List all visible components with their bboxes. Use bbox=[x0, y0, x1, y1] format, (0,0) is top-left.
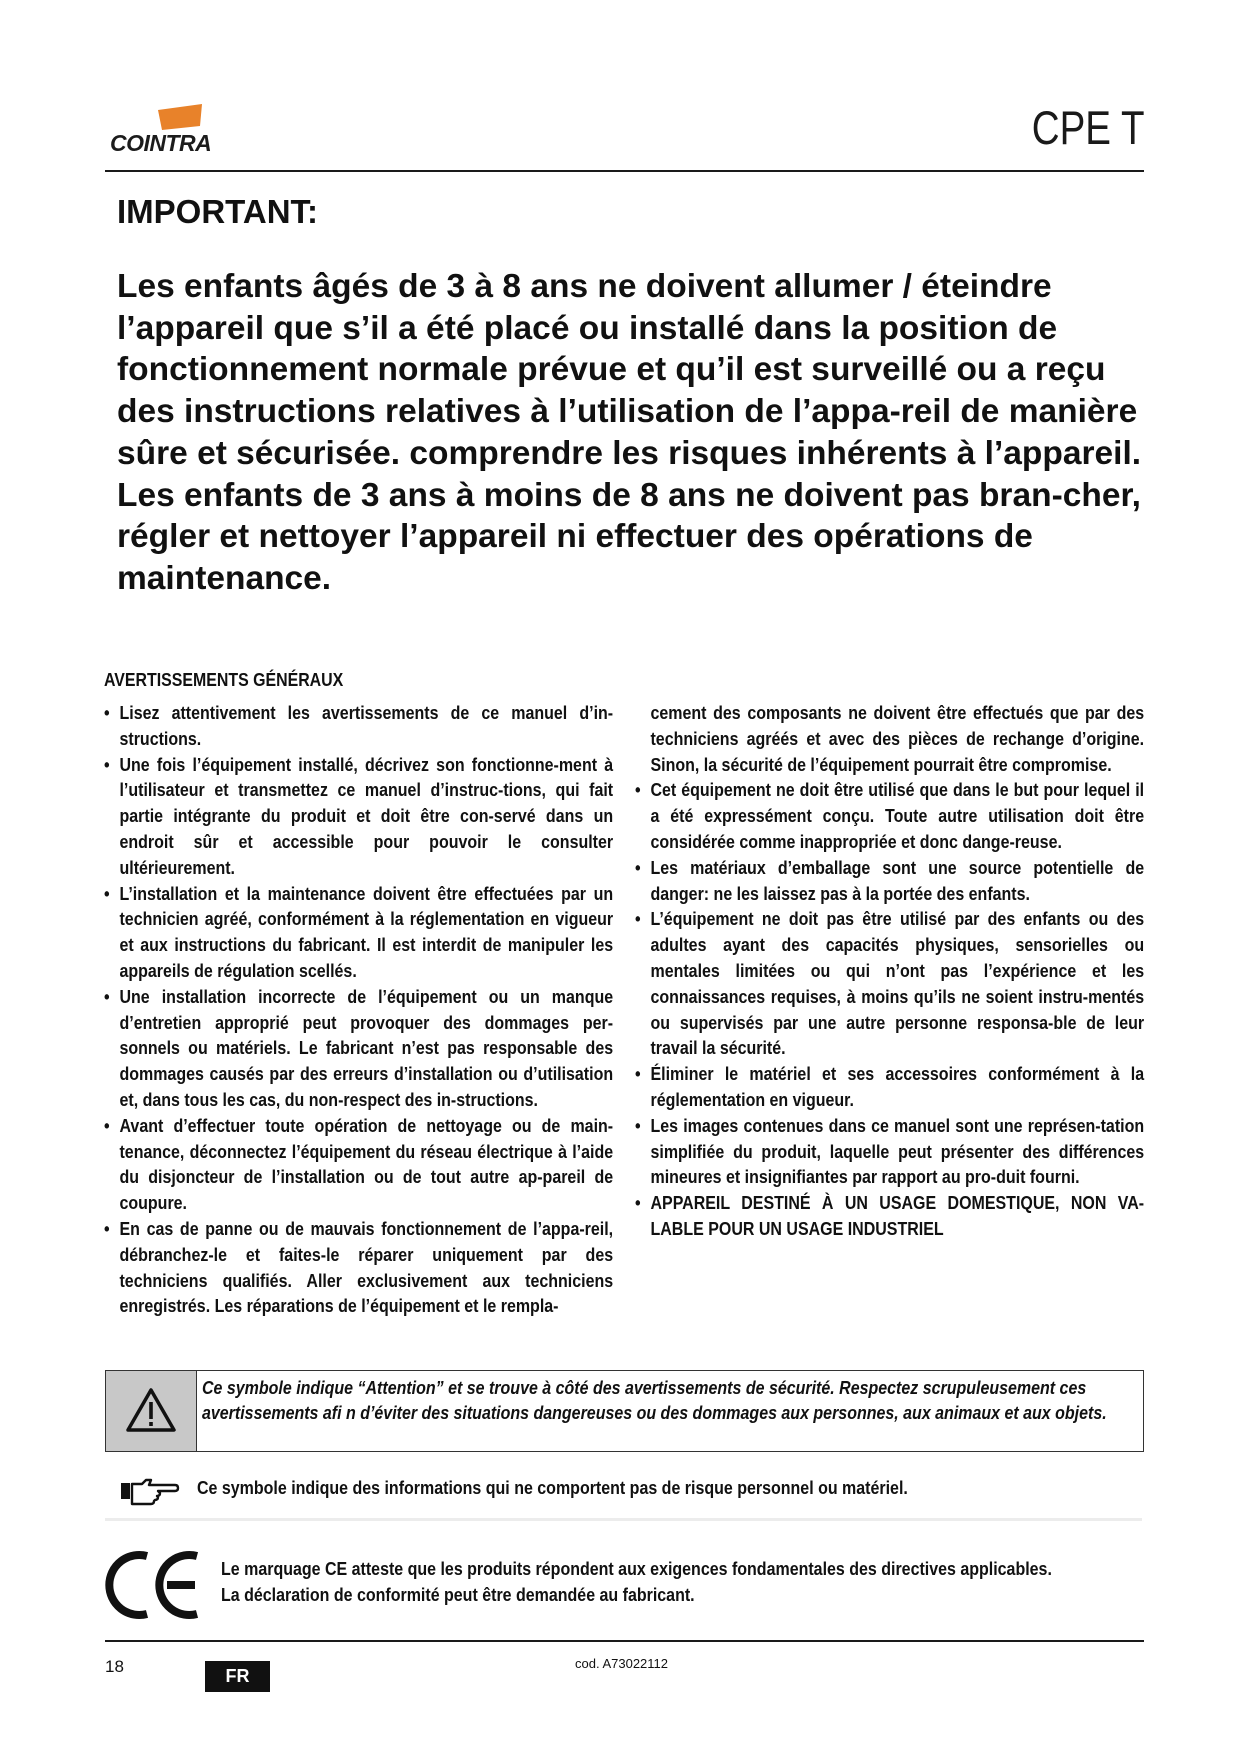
attention-icon-cell bbox=[106, 1371, 197, 1451]
warnings-left-column bbox=[104, 700, 613, 1319]
list-item: • L’équipement ne doit pas être utilisé par des enfants ou des adultes ayant des capacités physiques, sensorielles ou mentales limitées ou qui n’ont pas l’expérience et les connaissances requises, à moins qu’ils ne soient instru-mentés ou supervisés par une autre personne responsa-ble de leur travail la sécurité. bbox=[635, 908, 1145, 1059]
attention-text: Ce symbole indique “Attention” et se trouve à côté des avertissements de sécurité. Respectez scrupuleusement ces avertissements afi n d’éviter des situations dangereuses ou des dommages aux personnes, aux animaux et aux objets. bbox=[202, 1377, 1107, 1423]
warning-triangle-icon bbox=[106, 1371, 196, 1451]
list-item: • L’installation et la maintenance doivent être effectuées par un technicien agréé, conformément à la réglementation en vigueur et aux instructions du fabricant. Il est interdit de manipuler les appareils de régulation scellés. bbox=[104, 882, 614, 981]
list-item: • Éliminer le matériel et ses accessoires conformément à la réglementation en vigueur. bbox=[635, 1063, 1145, 1110]
footer-divider bbox=[105, 1640, 1144, 1642]
document-code: cod. A73022112 bbox=[575, 1656, 669, 1671]
logo-mark-icon bbox=[156, 104, 204, 130]
model-title: CPE T bbox=[1032, 101, 1145, 154]
language-badge: FR bbox=[205, 1661, 270, 1692]
list-item: • En cas de panne ou de mauvais fonctionnement de l’appa-reil, débranchez-le et faites-le réparer uniquement par des techniciens qualifiés. Aller exclusivement aux techniciens enregistrés. Les réparations de l’équipement et le rempla- bbox=[104, 1217, 614, 1317]
info-text: Ce symbole indique des informations qui ne comportent pas de risque personnel ou matériel. bbox=[197, 1477, 908, 1498]
ce-mark-icon bbox=[105, 1548, 205, 1622]
warnings-heading: AVERTISSEMENTS GÉNÉRAUX bbox=[104, 669, 344, 690]
page-number: 18 bbox=[105, 1657, 124, 1676]
attention-notice bbox=[105, 1370, 1144, 1452]
important-paragraph: Les enfants âgés de 3 à 8 ans ne doivent allumer / éteindre l’appareil que s’il a été placé ou installé dans la position de fonctionnement normale prévue et qu’il est surveillé ou a reçu des instructions relatives à l’utilisation de l’appa-reil de manière sûre et sécurisée. comprendre les risques inhérents à l’appareil. bbox=[117, 268, 1142, 472]
ce-description bbox=[221, 1556, 1052, 1607]
brand-name: COINTRA bbox=[110, 130, 212, 156]
list-item: • Lisez attentivement les avertissements de ce manuel d’in-structions. bbox=[104, 702, 614, 749]
ce-line: La déclaration de conformité peut être demandée au fabricant. bbox=[221, 1583, 695, 1605]
header-divider bbox=[105, 170, 1144, 172]
list-item: • Avant d’effectuer toute opération de nettoyage ou de main-tenance, déconnectez l’équipement du réseau électrique à l’aide du disjoncteur de l’installation ou de tout autre ap-pareil de coupure. bbox=[104, 1114, 614, 1214]
section-divider bbox=[105, 1518, 1142, 1521]
warnings-right-column bbox=[635, 700, 1144, 1242]
list-item-continuation: cement des composants ne doivent être effectués que par des techniciens agréés et avec des pièces de rechange d’origine. Sinon, la sécurité de l’équipement pourrait être compromise. bbox=[650, 702, 1145, 775]
pointing-hand-icon bbox=[120, 1476, 180, 1506]
list-item: • Une installation incorrecte de l’équipement ou un manque d’entretien approprié peut provoquer des dommages per-sonnels ou matériels. Le fabricant n’est pas responsable des dommages causés par des erreurs d’installation ou d’utilisation et, dans tous les cas, du non-respect des in-structions. bbox=[104, 985, 614, 1110]
list-item: • Les matériaux d’emballage sont une source potentielle de danger: ne les laissez pas à la portée des enfants. bbox=[635, 856, 1145, 904]
important-paragraph: Les enfants de 3 ans à moins de 8 ans ne doivent pas bran-cher, régler et nettoyer l’appareil ni effectuer des opérations de maintenance. bbox=[117, 476, 1141, 597]
list-item: • Une fois l’équipement installé, décrivez son fonctionne-ment à l’utilisateur et transmettez ce manuel d’instruc-tions, qui fait partie intégrante du produit et doit être con-servé dans un endroit sûr et accessible pour pouvoir le consulter ultérieurement. bbox=[104, 753, 614, 878]
list-item: • Cet équipement ne doit être utilisé que dans le but pour lequel il a été expressément conçu. Toute autre utilisation doit être considérée comme inappropriée et donc dange-reuse. bbox=[635, 779, 1145, 852]
important-title: IMPORTANT: bbox=[117, 193, 319, 230]
important-body bbox=[117, 266, 1147, 600]
ce-line: Le marquage CE atteste que les produits répondent aux exigences fondamentales des directives applicables. bbox=[221, 1558, 1052, 1579]
brand-logo bbox=[110, 104, 212, 158]
list-item: • APPAREIL DESTINÉ À UN USAGE DOMESTIQUE, NON VA-LABLE POUR UN USAGE INDUSTRIEL bbox=[635, 1192, 1145, 1239]
list-item: • Les images contenues dans ce manuel sont une représen-tation simplifiée du produit, laquelle peut présenter des différences mineures et insignifiantes par rapport au pro-duit fourni. bbox=[635, 1114, 1145, 1188]
